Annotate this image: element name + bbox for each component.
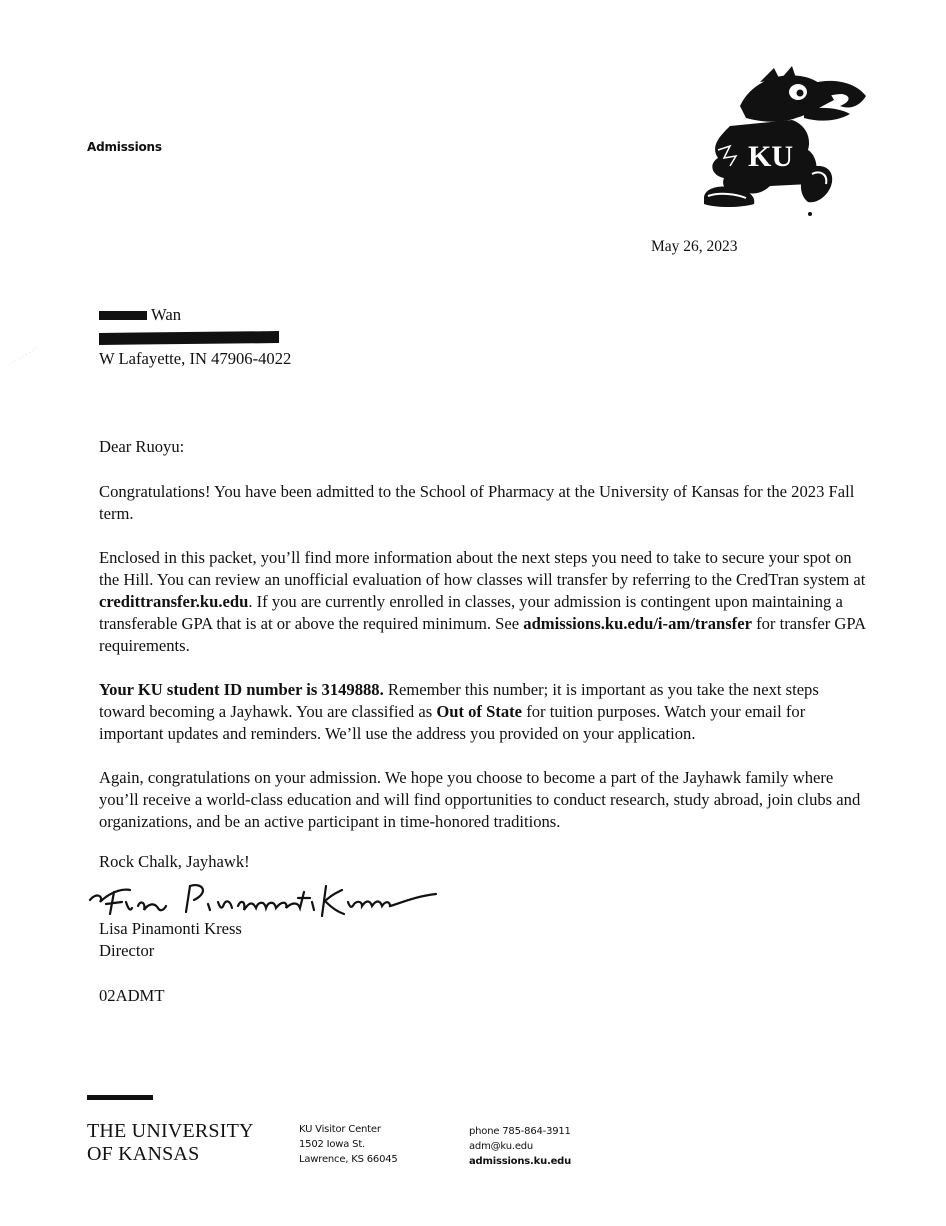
scan-speck — [10, 345, 40, 365]
paragraph-student-id — [99, 679, 869, 745]
redacted-first-name — [99, 311, 147, 320]
signer-block — [99, 918, 242, 962]
recipient-name — [99, 304, 291, 326]
paragraph-text: for transfer GPA requirements. — [99, 614, 866, 655]
signer-name: Lisa Pinamonti Kress — [99, 919, 242, 938]
wordmark-line-1: THE UNIVERSITY — [87, 1120, 254, 1142]
department-label: Admissions — [87, 140, 162, 154]
closing-line: Rock Chalk, Jayhawk! — [99, 852, 250, 871]
recipient-last-name: Wan — [151, 305, 181, 324]
recipient-city-state-zip: W Lafayette, IN 47906-4022 — [99, 349, 292, 368]
signer-title: Director — [99, 941, 155, 960]
recipient-address — [99, 304, 291, 370]
university-wordmark — [87, 1120, 254, 1166]
wordmark-line-2: OF KANSAS — [87, 1143, 200, 1165]
ku-logo-text: KU — [748, 140, 793, 173]
paragraph-text: Remember this number; it is important as you take the next steps toward becoming a Jayhawk. You are classified as — [99, 680, 819, 721]
reference-code: 02ADMT — [99, 986, 165, 1005]
footer-website-link[interactable]: admissions.ku.edu — [469, 1156, 572, 1167]
paragraph-congratulations: Again, congratulations on your admission. We hope you choose to become a part of the Jayhawk family where you’ll receive a world-class education and will find opportunities to conduct research, study abroad, join clubs and organizations, and be an active participant in time-honored traditions. — [99, 768, 861, 831]
address-line: 1502 Iowa St. — [299, 1139, 366, 1150]
footer-rule — [87, 1095, 153, 1100]
paragraph-text: for tuition purposes. Watch your email for important updates and reminders. We’ll use the address you provided on your application. — [99, 702, 806, 743]
transfer-requirements-link[interactable]: admissions.ku.edu/i-am/transfer — [523, 614, 752, 633]
paragraph-admission: Congratulations! You have been admitted to the School of Pharmacy at the University of Kansas for the 2023 Fall term. — [99, 482, 855, 523]
letter-date: May 26, 2023 — [651, 238, 738, 255]
address-line: KU Visitor Center — [299, 1124, 381, 1135]
redacted-street-address — [99, 331, 279, 345]
footer-contact — [469, 1124, 571, 1169]
paragraph-next-steps — [99, 547, 869, 657]
credittransfer-link[interactable]: credittransfer.ku.edu — [99, 592, 249, 611]
handwritten-signature — [86, 878, 446, 922]
paragraph-text: Enclosed in this packet, you’ll find more information about the next steps you need to take to secure your spot on the Hill. You can review an unofficial evaluation of how classes will transfer by referring to the CredTran system at — [99, 548, 866, 589]
address-line: Lawrence, KS 66045 — [299, 1154, 398, 1165]
residency-classification: Out of State — [436, 702, 523, 721]
student-id-statement: Your KU student ID number is 3149888. — [99, 680, 384, 699]
salutation: Dear Ruoyu: — [99, 437, 185, 456]
footer-phone: phone 785-864-3911 — [469, 1126, 571, 1137]
jayhawk-logo-icon — [700, 66, 870, 218]
footer-address — [299, 1122, 398, 1167]
paragraph-text: . If you are currently enrolled in classes, your admission is contingent upon maintaining a transferable GPA that is at or above the required minimum. See — [99, 592, 843, 633]
footer-email[interactable]: adm@ku.edu — [469, 1141, 534, 1152]
